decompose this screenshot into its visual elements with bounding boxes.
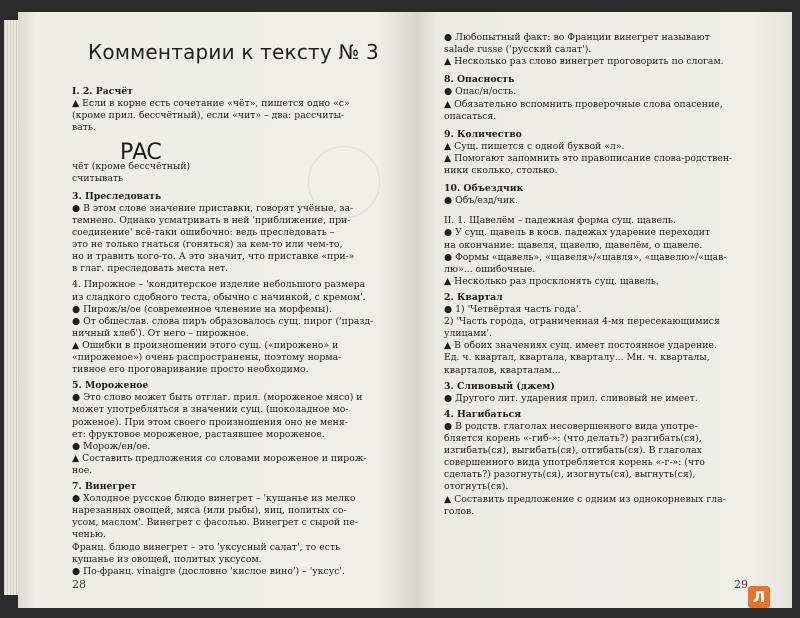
text-line: бляется корень «-гиб-»: (что делать?) разгибать(ся), <box>444 433 702 444</box>
text-line: но и травить кого-то. А это значит, что приставке «при-» <box>72 251 355 263</box>
page-number-left: 28 <box>72 578 86 591</box>
text-line: II. 1. Щавелём – падежная форма сущ. щавель. <box>444 215 676 227</box>
page-number-right: 29 <box>734 578 748 591</box>
text-line: ▲ Несколько раз слово винегрет проговорить по слогам. <box>444 56 724 68</box>
text-line: 7. Винегрет <box>72 481 137 492</box>
text-line: 4. Нагибаться <box>444 408 522 420</box>
text-line: совершенного вида употребляется корень «-г-»: (что <box>444 457 705 469</box>
text-line: 2) 'Часть города, ограниченная 4-мя пересекающимися <box>444 316 720 328</box>
text-line: Ед. ч. квартал, квартала, кварталу... Мн. ч. кварталы, <box>444 352 710 364</box>
text-line: ● По-франц. vinaigre (дословно 'кислое вино') – 'уксус'. <box>72 565 345 577</box>
text-line: ▲ Если в корне есть сочетание «чёт», пишется одно «с» <box>72 98 350 110</box>
text-line: ничный хлеб'). От него – пирожное. <box>72 327 249 339</box>
text-line: кушанье из овощей, политых уксусом. <box>72 553 262 565</box>
text-line: в глаг. преследовать места нет. <box>72 263 229 275</box>
text-line: ▲ Составить предложения со словами мороженое и пирож- <box>72 452 367 464</box>
text-line: 5. Мороженое <box>72 380 149 392</box>
text-line: вать. <box>72 122 96 134</box>
ras-label: РАС <box>120 140 161 165</box>
text-line: ● Объ/езд/чик. <box>444 195 518 207</box>
text-line: ▲ Обязательно вспомнить проверочные слова опасение, <box>444 98 723 110</box>
text-line: 3. Сливовый (джем) <box>444 380 555 392</box>
text-line: ▲ Помогают запомнить это правописание слова-родствен- <box>444 152 733 164</box>
text-line: опасаться. <box>444 110 497 122</box>
text-line: ▲ Ошибки в произношении этого сущ. («пирожено» и <box>72 339 339 351</box>
text-line: чёт (кроме бессчётный) <box>72 160 191 172</box>
text-line: кварталов, кварталам... <box>444 364 561 376</box>
text-line: изгибать(ся), выгибать(ся), отгибать(ся). В глаголах <box>444 445 702 457</box>
text-line: усом, маслом'. Винегрет с фасолью. Винегрет с сырой пе- <box>72 517 358 529</box>
text-line: голов. <box>444 505 475 517</box>
text-line: (кроме прил. бессчётный), если «чит» – два: рассчиты- <box>72 110 345 122</box>
text-line: тивное его проговаривание просто необходимо. <box>72 364 309 376</box>
text-line: ● В этом слове значение приставки, говорят учёные, за- <box>72 202 354 214</box>
watermark-logo-icon: Л <box>748 586 770 608</box>
text-line: ● У сущ. щавель в косв. падежах ударение переходит <box>444 227 711 239</box>
text-line: ● Другого лит. ударения прил. сливовый не имеет. <box>444 392 698 404</box>
text-line: ники сколько, столько. <box>444 165 558 176</box>
text-line: ● В родств. глаголах несовершенного вида употре- <box>444 420 698 432</box>
text-line: 8. Опасность <box>444 74 515 86</box>
text-line: на окончание: щавеля, щавелю, щавелём, о щавеле. <box>444 239 703 251</box>
text-line: ное. <box>72 464 93 476</box>
text-line: salade russe ('русский салат'). <box>444 44 592 56</box>
text-line: ● От общеслав. слова пиръ образовалось сущ. пирог ('празд- <box>72 315 374 327</box>
text-line: соединение' всё-таки ошибочно: ведь преследовать – <box>72 227 335 238</box>
text-line: считывать <box>72 172 124 184</box>
text-line: Франц. блюдо винегрет – это 'уксусный салат', то есть <box>72 541 341 553</box>
text-line: 2. Квартал <box>444 291 503 303</box>
text-line: может употребляться в значении сущ. (шоколадное мо- <box>72 404 349 416</box>
text-line: ● 1) 'Четвёртая часть года'. <box>444 304 582 315</box>
text-line: улицами'. <box>444 328 493 340</box>
text-line: 9. Количество <box>444 128 522 140</box>
text-line: сделать?) разогнуть(ся), изогнуть(ся), выгнуть(ся), <box>444 469 696 481</box>
text-line: нарезанных овощей, мяса (или рыбы), яиц, политых со- <box>72 505 347 517</box>
text-line: это не только гнаться (гоняться) за кем-то или чем-то, <box>72 239 343 251</box>
text-line: ● Опас/н/ость. <box>444 86 517 98</box>
text-line: роженое). При этом своего произношения оно не меня- <box>72 416 348 428</box>
text-line: 4. Пирожное – 'кондитерское изделие небольшого размера <box>72 279 366 291</box>
text-line: отогнуть(ся). <box>444 481 509 493</box>
text-line: ▲ Сущ. пишется с одной буквой «л». <box>444 140 625 152</box>
text-line: ● Морож/ен/ое. <box>72 440 151 452</box>
text-line: ▲ Составить предложение с одним из однокорневых гла- <box>444 493 726 505</box>
text-line: ● Это слово может быть отглаг. прил. (мороженое мясо) и <box>72 392 363 404</box>
text-line: ▲ Несколько раз просклонять сущ. щавель. <box>444 275 659 287</box>
text-line: 10. Объездчик <box>444 183 524 195</box>
page-title: Комментарии к тексту № 3 <box>88 40 379 64</box>
text-line: I. 2. Расчёт <box>72 86 133 97</box>
text-line: «пироженое») очень распространены, поэтому норма- <box>72 352 342 363</box>
text-line: ет: фруктовое мороженое, растаявшее мороженое. <box>72 428 325 440</box>
text-line: ▲ В обоих значениях сущ. имеет постоянное ударение. <box>444 340 717 352</box>
text-line: ● Холодное русское блюдо винегрет – 'кушанье из мелко <box>72 493 356 505</box>
text-line: ченью. <box>72 529 106 541</box>
text-line: ● Пирож/н/ое (современное членение на морфемы). <box>72 303 332 315</box>
text-line: темнено. Однако усматривать в ней 'приближение, при- <box>72 214 351 226</box>
text-line: ● Любопытный факт: во Франции винегрет называют <box>444 32 710 43</box>
text-line: 3. Преследовать <box>72 190 162 202</box>
page-edges <box>4 20 18 595</box>
text-line: ● Формы «щавель», «щавеля»/«щавля», «щавелю»/«щав- <box>444 251 727 263</box>
text-line: лю»... ошибочные. <box>444 263 536 275</box>
text-line: из сладкого сдобного теста, обычно с начинкой, с кремом'. <box>72 291 366 303</box>
